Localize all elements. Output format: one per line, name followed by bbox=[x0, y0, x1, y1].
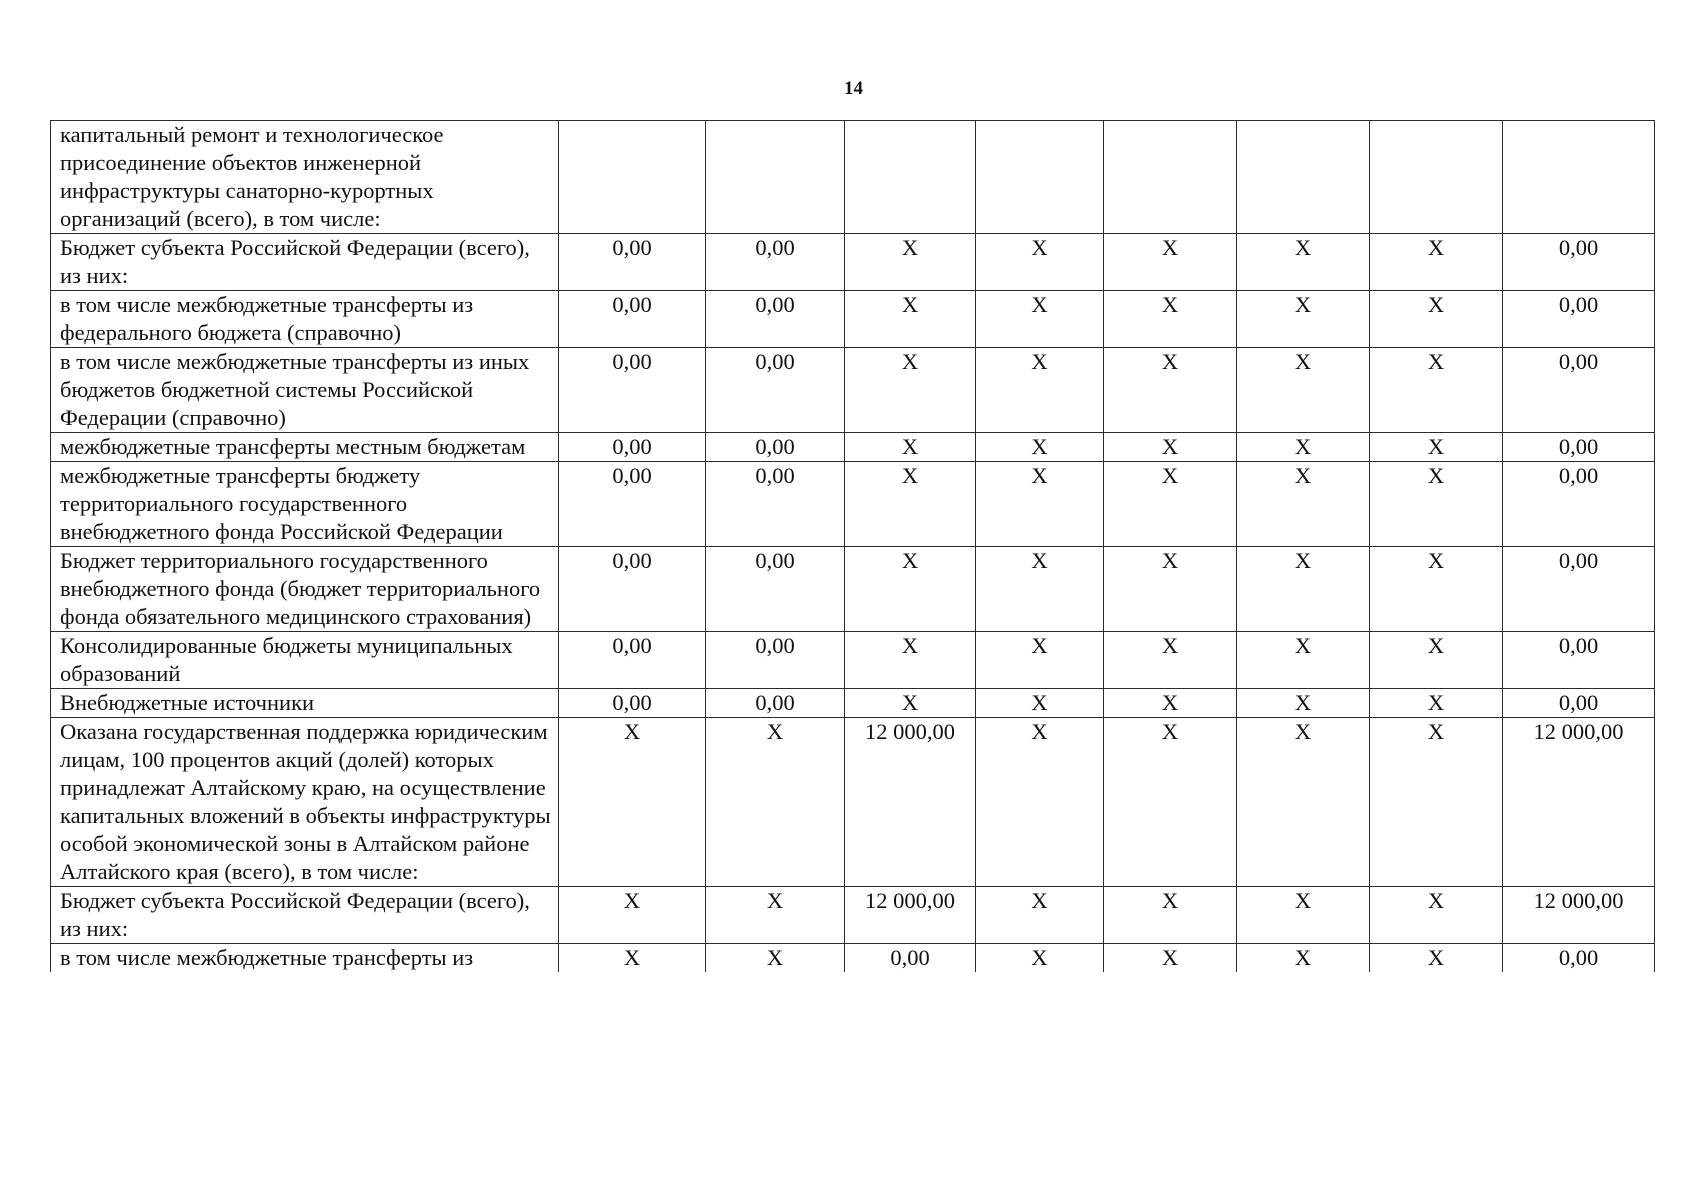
value-cell: X bbox=[1104, 348, 1237, 433]
value-cell: X bbox=[559, 887, 706, 944]
table-row bbox=[51, 689, 1655, 718]
value-cell: X bbox=[1104, 689, 1237, 718]
value-cell: X bbox=[845, 689, 976, 718]
value-cell: X bbox=[845, 632, 976, 689]
value-cell: X bbox=[706, 887, 845, 944]
value-cell bbox=[706, 121, 845, 234]
row-label: Оказана государственная поддержка юридическим лицам, 100 процентов акций (долей) которых принадлежат Алтайскому краю, на осуществление капитальных вложений в объекты инфраструктуры особой экономической зоны в Алтайском районе Алтайского края (всего), в том числе: bbox=[51, 718, 559, 887]
value-cell: 0,00 bbox=[1503, 547, 1655, 632]
row-label: Внебюджетные источники bbox=[51, 689, 559, 718]
value-cell: X bbox=[1237, 718, 1370, 887]
value-cell: X bbox=[1370, 944, 1503, 973]
row-label: Бюджет территориального государственного внебюджетного фонда (бюджет территориального фонда обязательного медицинского страхования) bbox=[51, 547, 559, 632]
value-cell: X bbox=[845, 433, 976, 462]
value-cell: 0,00 bbox=[706, 689, 845, 718]
value-cell: 0,00 bbox=[1503, 689, 1655, 718]
value-cell: X bbox=[976, 433, 1104, 462]
value-cell: 0,00 bbox=[559, 348, 706, 433]
value-cell: X bbox=[976, 718, 1104, 887]
value-cell: X bbox=[976, 944, 1104, 973]
row-label: капитальный ремонт и технологическое присоединение объектов инженерной инфраструктуры санаторно-курортных организаций (всего), в том числе: bbox=[51, 121, 559, 234]
value-cell: X bbox=[976, 291, 1104, 348]
value-cell: X bbox=[1370, 234, 1503, 291]
table-row bbox=[51, 887, 1655, 944]
value-cell: 0,00 bbox=[1503, 462, 1655, 547]
row-label: в том числе межбюджетные трансферты из иных бюджетов бюджетной системы Российской Федерации (справочно) bbox=[51, 348, 559, 433]
value-cell bbox=[1370, 121, 1503, 234]
value-cell bbox=[1104, 121, 1237, 234]
row-label: Бюджет субъекта Российской Федерации (всего), из них: bbox=[51, 887, 559, 944]
value-cell: X bbox=[706, 944, 845, 973]
table-row bbox=[51, 547, 1655, 632]
value-cell: X bbox=[845, 547, 976, 632]
value-cell: X bbox=[1237, 433, 1370, 462]
value-cell: X bbox=[976, 632, 1104, 689]
value-cell: X bbox=[845, 462, 976, 547]
value-cell bbox=[559, 121, 706, 234]
table-row bbox=[51, 121, 1655, 234]
value-cell: 12 000,00 bbox=[845, 718, 976, 887]
value-cell: 0,00 bbox=[1503, 234, 1655, 291]
value-cell: 0,00 bbox=[1503, 632, 1655, 689]
value-cell: 0,00 bbox=[559, 234, 706, 291]
value-cell: X bbox=[1370, 689, 1503, 718]
row-label: в том числе межбюджетные трансферты из федерального бюджета (справочно) bbox=[51, 291, 559, 348]
value-cell: 0,00 bbox=[706, 291, 845, 348]
value-cell: X bbox=[559, 718, 706, 887]
value-cell: X bbox=[845, 348, 976, 433]
table-row bbox=[51, 433, 1655, 462]
value-cell: 0,00 bbox=[559, 433, 706, 462]
value-cell: X bbox=[1370, 291, 1503, 348]
value-cell: X bbox=[1370, 433, 1503, 462]
table-body bbox=[51, 121, 1655, 973]
value-cell bbox=[1503, 121, 1655, 234]
value-cell: 0,00 bbox=[559, 547, 706, 632]
value-cell: 0,00 bbox=[1503, 944, 1655, 973]
value-cell: X bbox=[1370, 348, 1503, 433]
table-row bbox=[51, 462, 1655, 547]
value-cell: X bbox=[976, 462, 1104, 547]
row-label: межбюджетные трансферты бюджету территориального государственного внебюджетного фонда Российской Федерации bbox=[51, 462, 559, 547]
value-cell: 12 000,00 bbox=[1503, 887, 1655, 944]
value-cell: X bbox=[1104, 462, 1237, 547]
row-label: Консолидированные бюджеты муниципальных образований bbox=[51, 632, 559, 689]
budget-table bbox=[50, 120, 1655, 972]
value-cell: X bbox=[1370, 632, 1503, 689]
value-cell: 0,00 bbox=[706, 433, 845, 462]
value-cell: 0,00 bbox=[706, 348, 845, 433]
value-cell: X bbox=[976, 234, 1104, 291]
value-cell: X bbox=[1104, 291, 1237, 348]
value-cell: X bbox=[1237, 689, 1370, 718]
value-cell: X bbox=[1104, 718, 1237, 887]
row-label: межбюджетные трансферты местным бюджетам bbox=[51, 433, 559, 462]
value-cell: X bbox=[1370, 462, 1503, 547]
value-cell: X bbox=[1104, 887, 1237, 944]
value-cell: X bbox=[706, 718, 845, 887]
value-cell: 0,00 bbox=[559, 462, 706, 547]
value-cell: 12 000,00 bbox=[1503, 718, 1655, 887]
value-cell: 0,00 bbox=[1503, 348, 1655, 433]
value-cell: 0,00 bbox=[559, 689, 706, 718]
row-label: в том числе межбюджетные трансферты из bbox=[51, 944, 559, 973]
table-row bbox=[51, 718, 1655, 887]
value-cell bbox=[976, 121, 1104, 234]
value-cell: X bbox=[1237, 632, 1370, 689]
value-cell: 0,00 bbox=[559, 291, 706, 348]
value-cell: X bbox=[1237, 462, 1370, 547]
value-cell: X bbox=[1237, 887, 1370, 944]
value-cell: X bbox=[1104, 433, 1237, 462]
value-cell: X bbox=[1370, 887, 1503, 944]
value-cell bbox=[845, 121, 976, 234]
table-row bbox=[51, 944, 1655, 973]
value-cell: X bbox=[845, 291, 976, 348]
table-row bbox=[51, 234, 1655, 291]
value-cell: X bbox=[1237, 234, 1370, 291]
value-cell: X bbox=[1370, 718, 1503, 887]
table-row bbox=[51, 348, 1655, 433]
value-cell: X bbox=[1104, 234, 1237, 291]
value-cell: X bbox=[976, 348, 1104, 433]
row-label: Бюджет субъекта Российской Федерации (всего), из них: bbox=[51, 234, 559, 291]
value-cell: 0,00 bbox=[706, 632, 845, 689]
value-cell: X bbox=[559, 944, 706, 973]
value-cell: 0,00 bbox=[1503, 291, 1655, 348]
value-cell: X bbox=[1237, 291, 1370, 348]
value-cell: 0,00 bbox=[845, 944, 976, 973]
value-cell: 0,00 bbox=[706, 462, 845, 547]
value-cell: X bbox=[976, 547, 1104, 632]
value-cell: X bbox=[845, 234, 976, 291]
value-cell: X bbox=[1370, 547, 1503, 632]
page-number: 14 bbox=[844, 78, 863, 99]
value-cell: X bbox=[976, 887, 1104, 944]
value-cell: 12 000,00 bbox=[845, 887, 976, 944]
value-cell: X bbox=[1237, 944, 1370, 973]
value-cell: 0,00 bbox=[559, 632, 706, 689]
value-cell bbox=[1237, 121, 1370, 234]
value-cell: 0,00 bbox=[706, 547, 845, 632]
value-cell: 0,00 bbox=[706, 234, 845, 291]
table-row bbox=[51, 632, 1655, 689]
value-cell: X bbox=[1237, 547, 1370, 632]
value-cell: X bbox=[1104, 547, 1237, 632]
value-cell: X bbox=[976, 689, 1104, 718]
table-row bbox=[51, 291, 1655, 348]
value-cell: 0,00 bbox=[1503, 433, 1655, 462]
value-cell: X bbox=[1104, 632, 1237, 689]
value-cell: X bbox=[1104, 944, 1237, 973]
value-cell: X bbox=[1237, 348, 1370, 433]
